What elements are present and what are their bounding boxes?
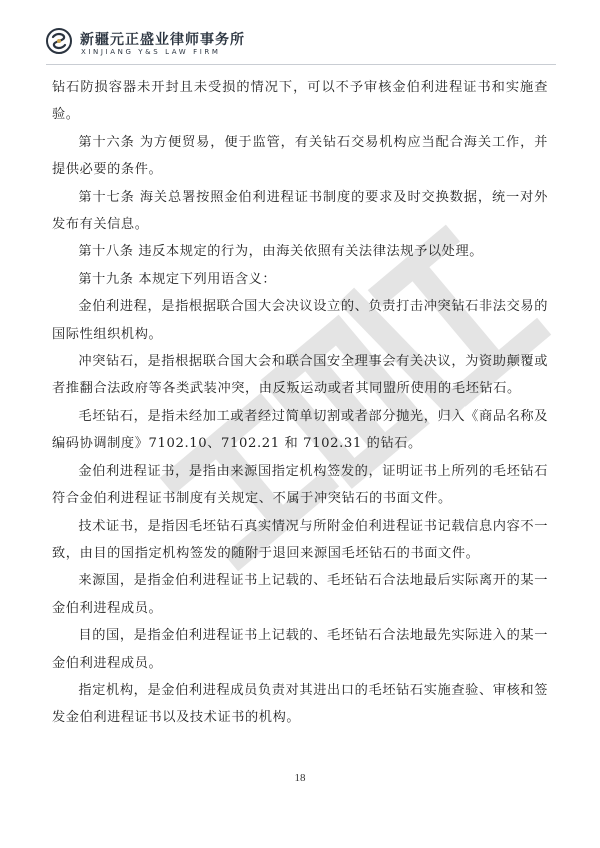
letterhead [46, 24, 566, 64]
header-divider [46, 64, 556, 65]
document-body [52, 74, 548, 732]
paragraph: 钻石防损容器未开封且未受损的情况下，可以不予审核金伯利进程证书和实施查验。 [52, 80, 548, 123]
paragraph: 第十八条 违反本规定的行为，由海关依照有关法律法规予以处理。 [78, 244, 484, 260]
paragraph: 第十九条 本规定下列用语含义： [78, 271, 277, 287]
firm-name-english: XINJIANG Y&S LAW FIRM [81, 48, 221, 56]
paragraph: 冲突钻石，是指根据联合国大会和联合国安全理事会有关决议，为资助颠覆或者推翻合法政府等各类武装冲突，由反叛运动或者其同盟所使用的毛坯钻石。 [52, 354, 548, 397]
firm-name-chinese: 新疆元正盛业律师事务所 [80, 32, 245, 48]
paragraph: 技术证书，是指因毛坯钻石真实情况与所附金伯利进程证书记载信息内容不一致，由目的国指定机构签发的随附于退回来源国毛坯钻石的书面文件。 [52, 518, 548, 561]
paragraph: 指定机构，是金伯利进程成员负责对其进出口的毛坯钻石实施查验、审核和签发金伯利进程证书以及技术证书的机构。 [52, 682, 548, 726]
paragraph: 金伯利进程证书，是指由来源国指定机构签发的，证明证书上所列的毛坯钻石符合金伯利进程证书制度有关规定、不属于冲突钻石的书面文件。 [52, 463, 548, 507]
firm-logo-icon [46, 28, 72, 54]
paragraph: 金伯利进程，是指根据联合国大会决议设立的、负责打击冲突钻石非法交易的国际性组织机构。 [52, 299, 548, 342]
page-number: 18 [294, 772, 306, 784]
paragraph: 第十七条 海关总署按照金伯利进程证书制度的要求及时交换数据，统一对外发布有关信息。 [52, 189, 548, 233]
paragraph: 来源国，是指金伯利进程证书上记载的、毛坯钻石合法地最后实际离开的某一金伯利进程成员。 [52, 573, 548, 616]
paragraph: 毛坯钻石，是指未经加工或者经过简单切割或者部分抛光，归入《商品名称及编码协调制度》7102.10、7102.21 和 7102.31 的钻石。 [52, 408, 548, 452]
paragraph: 目的国，是指金伯利进程证书上记载的、毛坯钻石合法地最先实际进入的某一金伯利进程成员。 [52, 628, 548, 671]
paragraph: 第十六条 为方便贸易，便于监管，有关钻石交易机构应当配合海关工作，并提供必要的条件。 [52, 134, 548, 178]
